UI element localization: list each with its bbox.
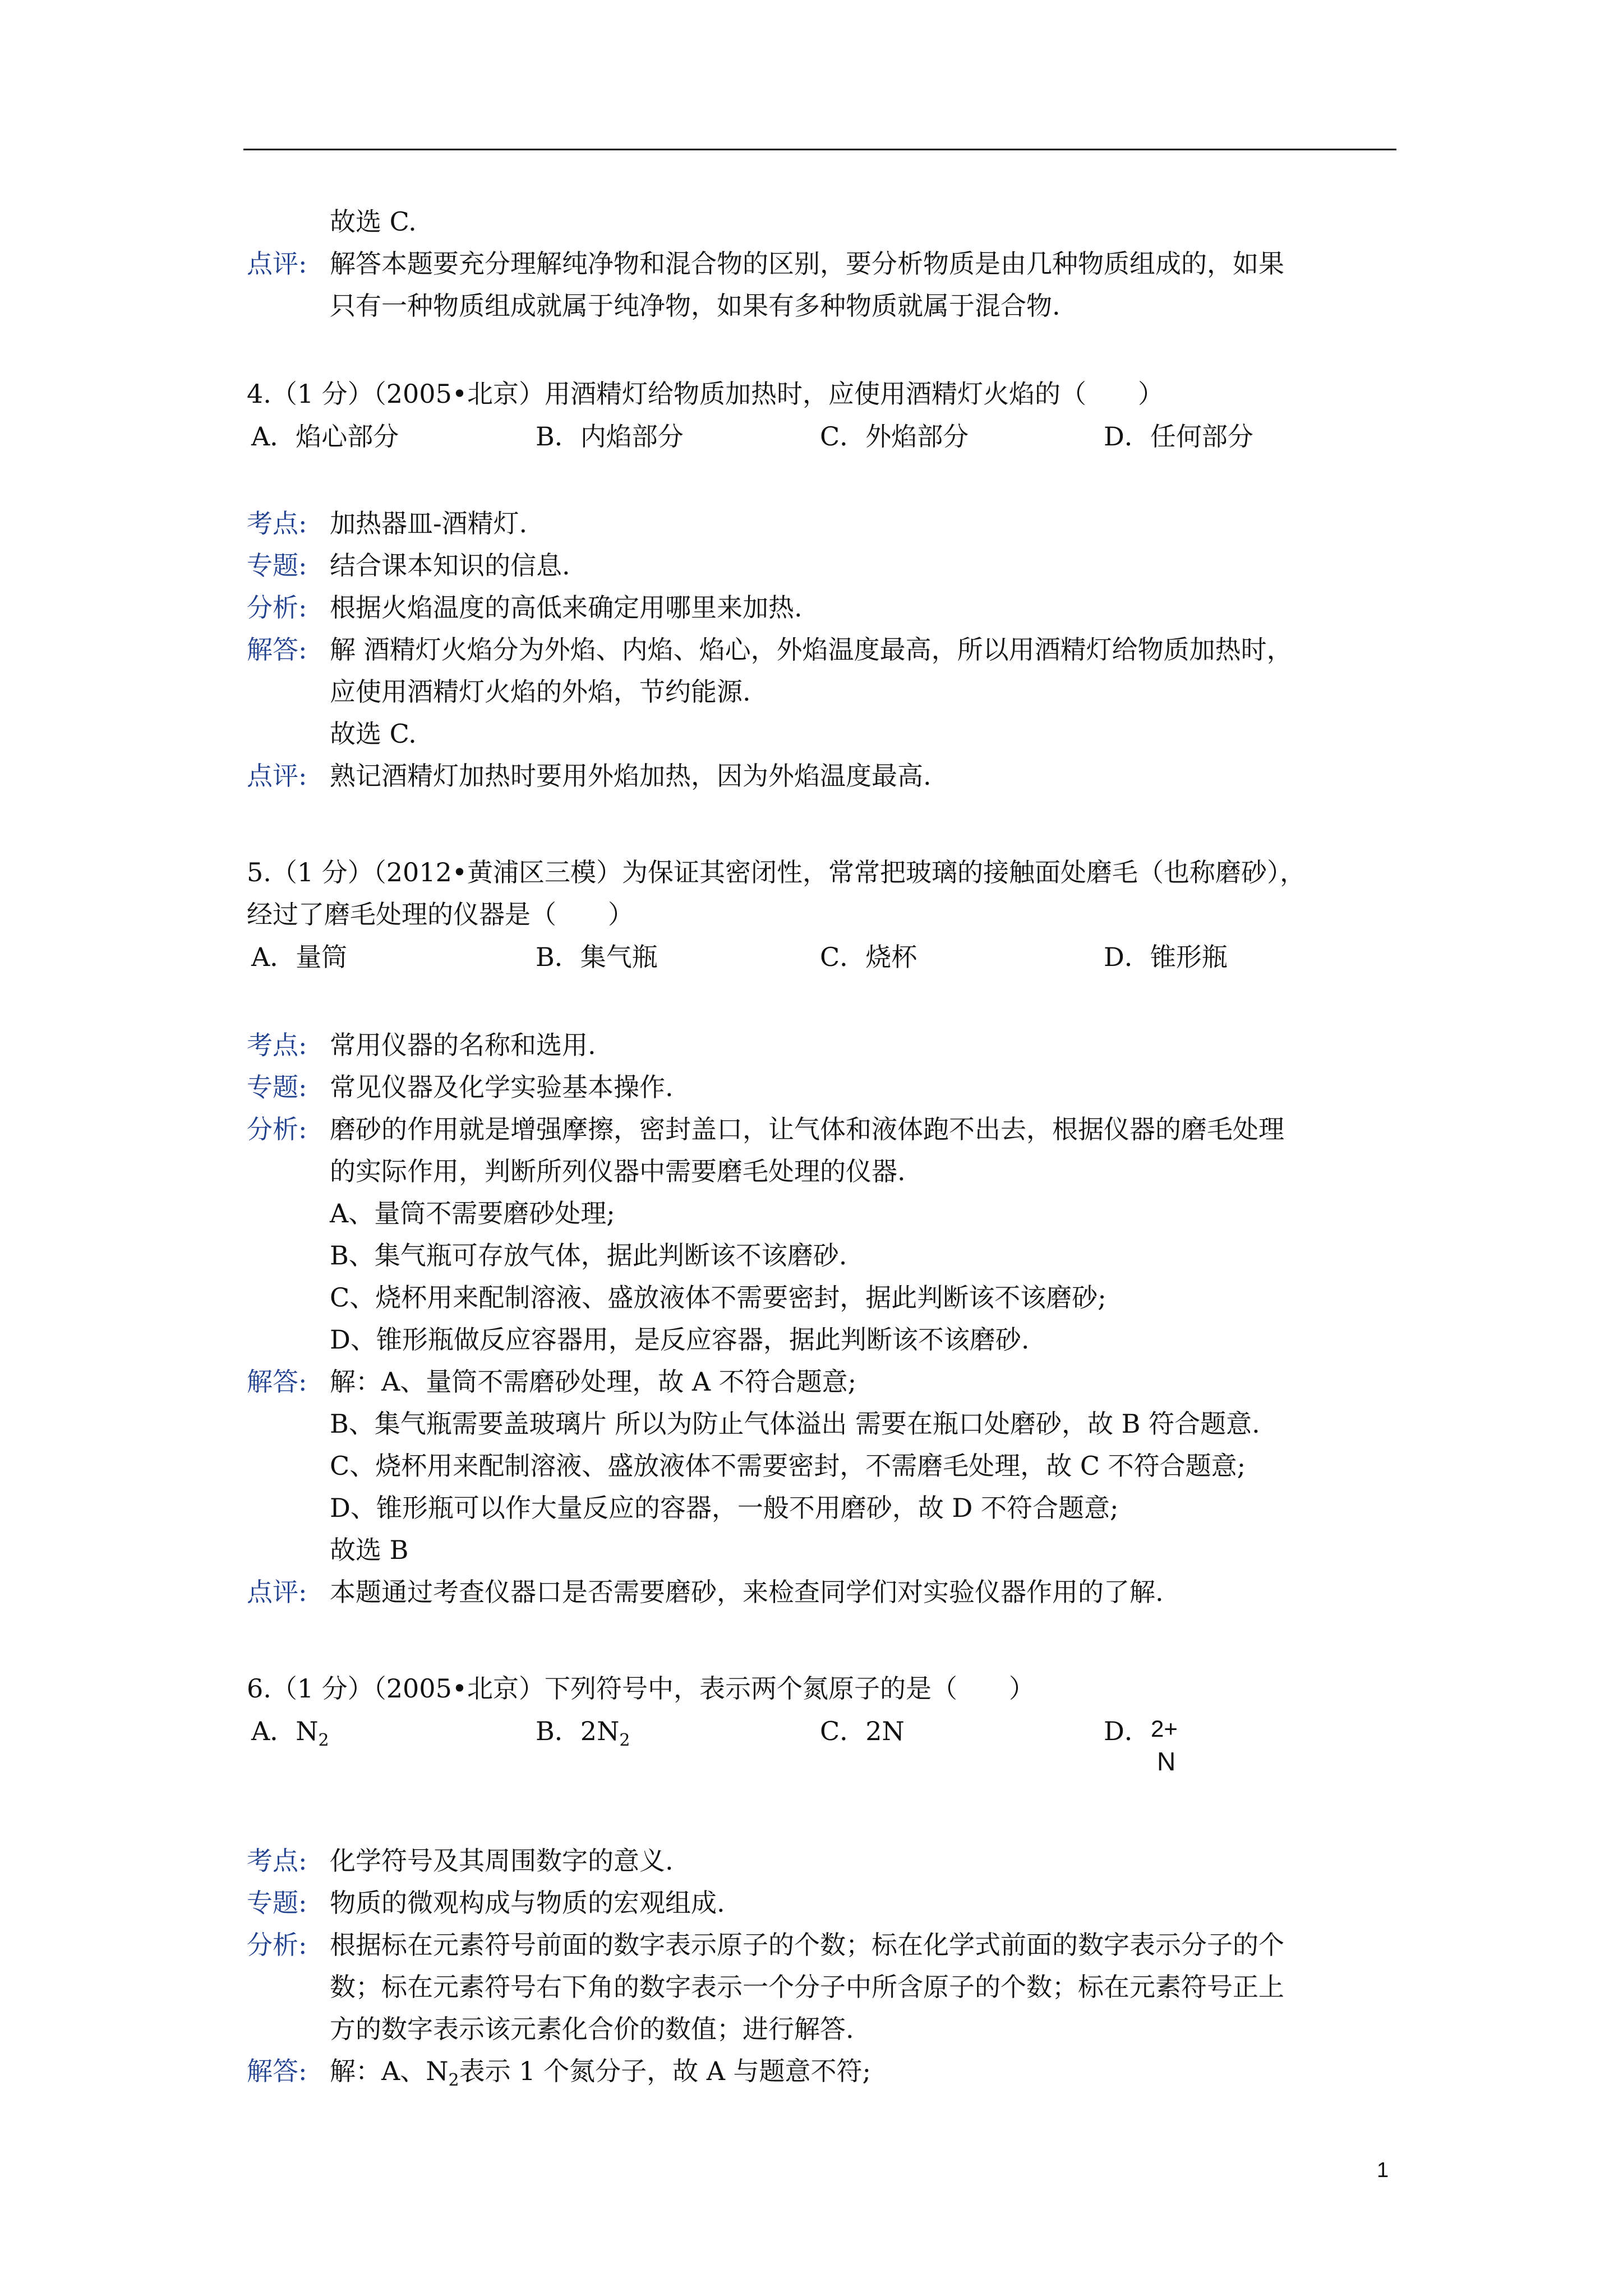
q5-fenxi-line-6: D、锥形瓶做反应容器用，是反应容器，据此判断该不该磨砂. [330, 1324, 1030, 1355]
q6-kaodian: 化学符号及其周围数字的意义. [330, 1846, 674, 1876]
q4-kaodian: 加热器皿-酒精灯. [330, 508, 528, 539]
q4-option-c: C．外焰部分 [820, 421, 969, 452]
q5-fenxi-line-1: 磨砂的作用就是增强摩擦，密封盖口，让气体和液体跑不出去，根据仪器的磨毛处理 [330, 1114, 1284, 1144]
q4-dianping: 熟记酒精灯加热时要用外焰加热，因为外焰温度最高. [330, 761, 932, 791]
q4-jieda-line-3: 故选 C. [330, 719, 417, 749]
q6-option-d: D． [1104, 1716, 1150, 1746]
q6-jieda-label: 解答: [247, 2056, 307, 2086]
header-rule [243, 149, 1396, 150]
q5-option-d: D．锥形瓶 [1104, 942, 1228, 972]
q4-kaodian-label: 考点: [247, 508, 307, 539]
q5-jieda-label: 解答: [247, 1366, 307, 1397]
q5-question-line-2: 经过了磨毛处理的仪器是（ ） [247, 899, 634, 930]
q6-option-b: B．$2N_2$ [536, 1716, 630, 1750]
q5-fenxi-line-2: 的实际作用，判断所列仪器中需要磨毛处理的仪器. [330, 1156, 906, 1186]
q5-jieda-line-1: 解：A、量筒不需磨砂处理，故 A 不符合题意; [330, 1366, 857, 1397]
q6-fenxi-label: 分析: [247, 1930, 307, 1960]
q6-kaodian-label: 考点: [247, 1846, 307, 1876]
q4-jieda-line-1: 解 酒精灯火焰分为外焰、内焰、焰心，外焰温度最高，所以用酒精灯给物质加热时， [330, 634, 1293, 665]
q4-fenxi: 根据火焰温度的高低来确定用哪里来加热. [330, 592, 803, 623]
q4-fenxi-label: 分析: [247, 592, 307, 623]
q3-comment-label: 点评: [247, 249, 307, 279]
q4-dianping-label: 点评: [247, 761, 307, 791]
q5-jieda-line-2: B、集气瓶需要盖玻璃片 所以为防止气体溢出 需要在瓶口处磨砂，故 B 符合题意. [330, 1409, 1260, 1439]
q4-jieda-label: 解答: [247, 634, 307, 665]
q5-jieda-line-5: 故选 B [330, 1535, 409, 1565]
q5-fenxi-line-4: B、集气瓶可存放气体，据此判断该不该磨砂. [330, 1240, 847, 1271]
q5-fenxi-line-5: C、烧杯用来配制溶液、盛放液体不需要密封，据此判断该不该磨砂; [330, 1282, 1106, 1313]
q6-jieda-line-1: 解：A、$N_2$表示 1 个氮分子，故 A 与题意不符; [330, 2056, 872, 2090]
q3-comment-line-2: 只有一种物质组成就属于纯净物，如果有多种物质就属于混合物. [330, 291, 1061, 321]
q3-answer: 故选 C. [330, 206, 417, 237]
q4-jieda-line-2: 应使用酒精灯火焰的外焰，节约能源. [330, 677, 751, 707]
q5-fenxi-line-3: A、量筒不需要磨砂处理; [330, 1198, 615, 1228]
q5-question-line-1: 5.（1 分）（2012•黄浦区三模）为保证其密闭性，常常把玻璃的接触面处磨毛（也称磨砂）， [247, 857, 1306, 887]
q4-question: 4.（1 分）（2005•北京）用酒精灯给物质加热时，应使用酒精灯火焰的（ ） [247, 379, 1164, 409]
q6-zhuanti: 物质的微观构成与物质的宏观组成. [330, 1888, 725, 1918]
q3-comment-line-1: 解答本题要充分理解纯净物和混合物的区别，要分析物质是由几种物质组成的，如果 [330, 249, 1284, 279]
q6-fenxi-line-3: 方的数字表示该元素化合价的数值；进行解答. [330, 2014, 854, 2044]
q5-jieda-line-4: D、锥形瓶可以作大量反应的容器，一般不用磨砂，故 D 不符合题意; [330, 1493, 1119, 1523]
q6-option-d-charge: 2+ [1151, 1715, 1178, 1742]
q5-kaodian-label: 考点: [247, 1030, 307, 1060]
q6-zhuanti-label: 专题: [247, 1888, 307, 1918]
q5-jieda-line-3: C、烧杯用来配制溶液、盛放液体不需要密封，不需磨毛处理，故 C 不符合题意; [330, 1451, 1246, 1481]
q5-zhuanti-label: 专题: [247, 1072, 307, 1102]
page-number: 1 [1377, 2159, 1389, 2182]
q5-option-c: C．烧杯 [820, 942, 917, 972]
q5-dianping: 本题通过考查仪器口是否需要磨砂，来检查同学们对实验仪器作用的了解. [330, 1577, 1164, 1607]
q5-dianping-label: 点评: [247, 1577, 307, 1607]
q6-fenxi-line-2: 数；标在元素符号右下角的数字表示一个分子中所含原子的个数；标在元素符号正上 [330, 1972, 1284, 2002]
q6-option-d-symbol: N [1157, 1747, 1176, 1776]
q6-question: 6.（1 分）（2005•北京）下列符号中，表示两个氮原子的是（ ） [247, 1673, 1035, 1704]
q4-option-a: A．焰心部分 [251, 421, 399, 452]
q6-fenxi-line-1: 根据标在元素符号前面的数字表示原子的个数；标在化学式前面的数字表示分子的个 [330, 1930, 1284, 1960]
q5-zhuanti: 常见仪器及化学实验基本操作. [330, 1072, 674, 1102]
q4-zhuanti: 结合课本知识的信息. [330, 550, 570, 581]
q4-zhuanti-label: 专题: [247, 550, 307, 581]
q6-option-a: A．$N_2$ [251, 1716, 329, 1750]
q5-option-a: A．量筒 [251, 942, 348, 972]
q4-option-b: B．内焰部分 [536, 421, 684, 452]
q5-option-b: B．集气瓶 [536, 942, 658, 972]
q6-option-c: C．2N [820, 1716, 905, 1746]
q5-kaodian: 常用仪器的名称和选用. [330, 1030, 596, 1060]
q5-fenxi-label: 分析: [247, 1114, 307, 1144]
q4-option-d: D．任何部分 [1104, 421, 1253, 452]
